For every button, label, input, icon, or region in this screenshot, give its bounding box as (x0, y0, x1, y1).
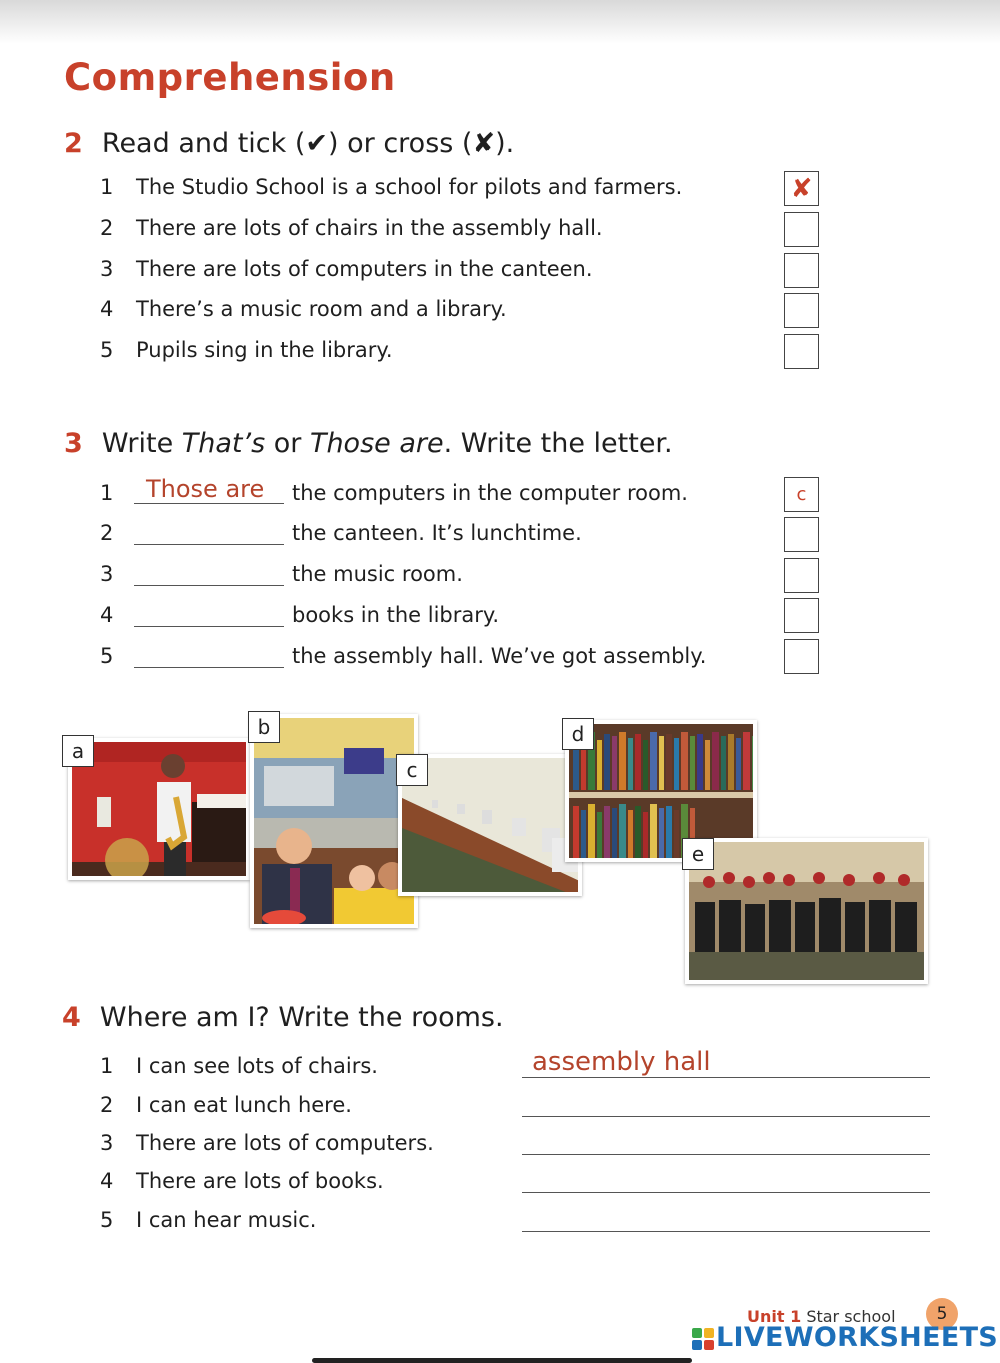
assembly-hall-image (689, 842, 928, 984)
brand-name[interactable]: LIVEWORKSHEETS (716, 1322, 999, 1353)
ex4-answer-input-4[interactable] (522, 1163, 930, 1193)
letter-box-4[interactable] (784, 598, 819, 633)
ex3-sentence-3: the music room. (292, 562, 463, 586)
liveworksheets-logo-icon (692, 1328, 714, 1350)
exercise-instruction: Read and tick (✔) or cross (✘). (101, 128, 515, 159)
ex2-item-3: 3 There are lots of computers in the canteen. (100, 257, 593, 281)
page-title: Comprehension (64, 56, 396, 99)
exercise-instruction: Write That’s or Those are. Write the letter. (101, 428, 673, 459)
letter-box-5[interactable] (784, 639, 819, 674)
exercise-number: 4 (62, 1002, 81, 1033)
ex3-sentence-2: the canteen. It’s lunchtime. (292, 521, 582, 545)
ex4-item-4: 4 There are lots of books. (100, 1169, 384, 1193)
ex2-item-1: 1 The Studio School is a school for pilots and farmers. (100, 175, 683, 199)
photo-label-e: e (682, 838, 714, 870)
exercise-4-heading (62, 1002, 504, 1033)
home-indicator (312, 1358, 692, 1363)
ex4-item-1: 1 I can see lots of chairs. (100, 1054, 378, 1078)
ex4-answer-input-3[interactable] (522, 1125, 930, 1155)
letter-box-1[interactable]: c (784, 477, 819, 512)
ex4-answer-input-1[interactable]: assembly hall (522, 1048, 930, 1078)
page-number: 5 (926, 1298, 958, 1330)
ex3-number-5: 5 (100, 644, 114, 668)
ex4-answer-input-5[interactable] (522, 1202, 930, 1232)
ex4-answer-input-2[interactable] (522, 1087, 930, 1117)
photo-assembly-hall (685, 838, 928, 984)
tick-box-5[interactable] (784, 334, 819, 369)
canteen-image (254, 718, 418, 928)
exercise-number: 3 (64, 428, 83, 459)
photo-label-b: b (248, 711, 280, 743)
ex3-answer-input-4[interactable] (134, 601, 284, 627)
exercise-number: 2 (64, 128, 83, 159)
music-room-image (72, 742, 250, 880)
letter-box-3[interactable] (784, 558, 819, 593)
tick-box-4[interactable] (784, 293, 819, 328)
computer-room-image (402, 758, 582, 896)
photo-canteen (250, 714, 418, 928)
ex4-item-5: 5 I can hear music. (100, 1208, 317, 1232)
exercise-3-heading (64, 428, 673, 459)
ex2-item-4: 4 There’s a music room and a library. (100, 297, 507, 321)
letter-box-2[interactable] (784, 517, 819, 552)
ex3-sentence-5: the assembly hall. We’ve got assembly. (292, 644, 707, 668)
ex3-number-1: 1 (100, 481, 114, 505)
ex3-sentence-1: the computers in the computer room. (292, 481, 688, 505)
ex2-item-2: 2 There are lots of chairs in the assembly hall. (100, 216, 603, 240)
photo-label-d: d (562, 718, 594, 750)
top-shade (0, 0, 1000, 44)
ex3-answer-input-5[interactable] (134, 642, 284, 668)
exercise-instruction: Where am I? Write the rooms. (99, 1002, 504, 1033)
ex4-item-3: 3 There are lots of computers. (100, 1131, 434, 1155)
exercise-2-heading (64, 128, 514, 159)
photo-label-c: c (396, 754, 428, 786)
ex3-sentence-4: books in the library. (292, 603, 500, 627)
tick-box-1[interactable]: ✘ (784, 171, 819, 206)
footer-unit: Unit 1 Star school (747, 1307, 896, 1326)
ex3-number-4: 4 (100, 603, 114, 627)
ex3-number-2: 2 (100, 521, 114, 545)
tick-box-2[interactable] (784, 212, 819, 247)
ex3-answer-input-3[interactable] (134, 560, 284, 586)
ex4-item-2: 2 I can eat lunch here. (100, 1093, 352, 1117)
ex3-answer-input-2[interactable] (134, 519, 284, 545)
ex3-answer-input-1[interactable]: Those are (134, 478, 284, 504)
ex2-item-5: 5 Pupils sing in the library. (100, 338, 393, 362)
ex3-number-3: 3 (100, 562, 114, 586)
photo-label-a: a (62, 735, 94, 767)
tick-box-3[interactable] (784, 253, 819, 288)
photo-music-room (68, 738, 250, 880)
